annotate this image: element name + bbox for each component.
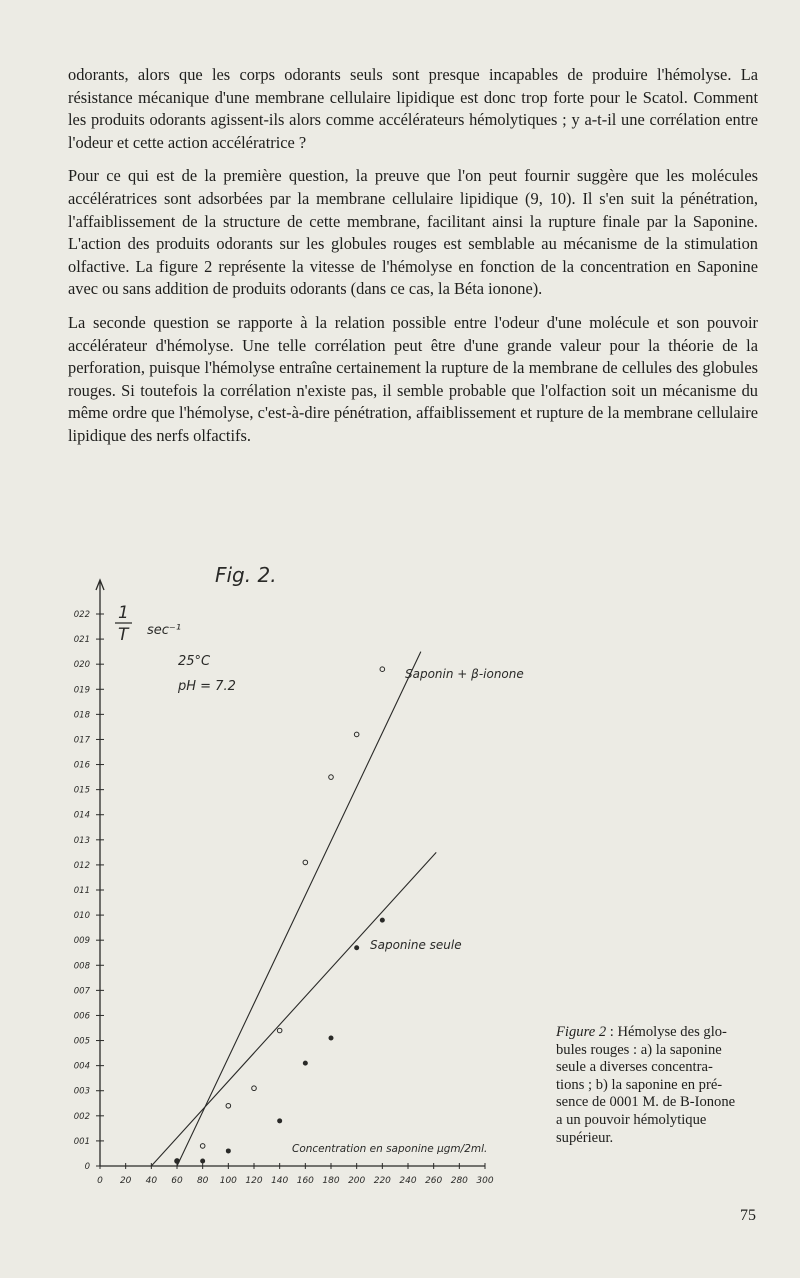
caption-line-4: tions ; b) la saponine en pré- — [556, 1076, 723, 1093]
y-tick-label: 005 — [73, 1036, 90, 1047]
data-points — [175, 667, 385, 1164]
y-tick-label: 0 — [84, 1162, 90, 1172]
data-point-series-2 — [175, 1158, 180, 1163]
caption-line-2: bules rouges : a) la saponine — [556, 1041, 722, 1058]
y-tick-label: 002 — [73, 1111, 90, 1122]
x-tick-label: 120 — [245, 1176, 263, 1186]
y-tick-label: 007 — [73, 986, 90, 997]
body-text — [68, 64, 758, 459]
y-tick-label: 001 — [73, 1136, 90, 1147]
series-label-saponin-ionone: Saponin + β-ionone — [405, 667, 524, 681]
x-tick-label: 280 — [450, 1176, 468, 1186]
data-point-series-1 — [329, 775, 334, 780]
y-tick-label: 018 — [73, 710, 90, 721]
x-tick-label: 160 — [296, 1176, 314, 1186]
x-tick-label: 100 — [219, 1176, 237, 1186]
caption-line-7: supérieur. — [556, 1129, 614, 1146]
data-point-series-1 — [200, 1144, 205, 1149]
x-tick-label: 80 — [196, 1176, 209, 1186]
data-point-series-2 — [303, 1061, 308, 1066]
paragraph-1: odorants, alors que les corps odorants seuls sont presque incapables de produire l'hémolyse. La résistance mécanique d'une membrane cellulaire lipidique est donc trop forte pour le Scatol. Comment les produits odorants agissent-ils alors comme accélérateurs hémolytiques ; y a-t-il une corrélation entre l'odeur et cette action accélératrice ? — [68, 65, 758, 152]
y-tick-label: 020 — [73, 660, 90, 671]
x-tick-label: 60 — [171, 1176, 183, 1186]
ph-label: pH = 7.2 — [178, 679, 236, 694]
caption-line-5: sence de 0001 M. de B-Ionone — [556, 1094, 736, 1111]
y-tick-label: 021 — [73, 635, 90, 646]
y-label-numerator: 1 — [118, 603, 129, 623]
data-point-series-1 — [226, 1103, 231, 1108]
paragraph-2: Pour ce qui est de la première question, la preuve que l'on peut fournir suggère que les molécules accélératrices sont adsorbées par la membrane cellulaire lipidique (9, 10). Il s'en suit la pénétration, l'affaiblissement de la structure de cette membrane, facilitant ainsi la rupture finale par la Saponine. L'action des produits odorants sur les globules rouges est semblable au mécanisme de la stimulation olfactive. La figure 2 représente la vitesse de l'hémolyse en fonction de la concentration en Saponine avec ou sans addition de produits odorants (dans ce cas, la Béta ionone). — [68, 166, 758, 299]
y-unit: sec⁻¹ — [147, 623, 181, 638]
y-label-denominator: T — [118, 625, 129, 645]
series-label-saponine-seule: Saponine seule — [370, 938, 462, 952]
fit-line-series-2 — [151, 852, 436, 1166]
caption-line-1: : Hémolyse des glo- — [609, 1024, 727, 1040]
y-tick-label: 011 — [73, 886, 90, 896]
data-point-series-1 — [354, 732, 359, 737]
y-tick-label: 006 — [73, 1011, 90, 1022]
caption-lead: Figure 2 — [556, 1024, 607, 1040]
x-tick-label: 200 — [348, 1176, 366, 1186]
data-point-series-1 — [380, 667, 385, 672]
y-tick-label: 009 — [73, 936, 90, 947]
figure-2 — [60, 560, 560, 1200]
data-point-series-2 — [277, 1118, 282, 1123]
temperature-label: 25°C — [178, 654, 211, 669]
x-tick-label: 20 — [119, 1176, 132, 1186]
data-point-series-1 — [303, 860, 308, 865]
y-tick-label: 016 — [73, 760, 90, 771]
hemolysis-chart — [60, 560, 560, 1200]
data-point-series-2 — [200, 1158, 205, 1163]
y-tick-label: 010 — [73, 911, 90, 922]
y-tick-label: 019 — [73, 685, 90, 696]
y-tick-label: 013 — [73, 835, 90, 846]
page-number: 75 — [740, 1207, 756, 1224]
data-point-series-2 — [226, 1148, 231, 1153]
data-point-series-2 — [329, 1036, 334, 1041]
y-tick-label: 017 — [73, 735, 90, 746]
x-tick-label: 40 — [145, 1176, 158, 1186]
x-tick-label: 260 — [425, 1176, 443, 1186]
y-tick-label: 003 — [73, 1086, 90, 1097]
x-tick-label: 240 — [399, 1176, 417, 1186]
data-point-series-1 — [252, 1086, 257, 1091]
y-tick-label: 022 — [73, 610, 90, 620]
y-tick-label: 015 — [73, 785, 90, 796]
y-tick-label: 004 — [73, 1061, 90, 1072]
x-axis-label: Concentration en saponine μgm/2ml. — [292, 1143, 488, 1155]
y-tick-label: 008 — [73, 961, 90, 972]
x-tick-label: 220 — [373, 1176, 391, 1186]
x-tick-label: 140 — [271, 1176, 289, 1186]
x-tick-label: 180 — [322, 1176, 340, 1186]
data-point-series-2 — [380, 918, 385, 923]
y-tick-label: 012 — [73, 860, 90, 871]
x-tick-label: 300 — [476, 1176, 494, 1186]
caption-line-6: a un pouvoir hémolytique — [556, 1111, 707, 1128]
fit-lines — [151, 652, 436, 1166]
y-tick-label: 014 — [73, 810, 90, 821]
data-point-series-1 — [277, 1028, 282, 1033]
paragraph-3: La seconde question se rapporte à la relation possible entre l'odeur d'une molécule et son pouvoir accélérateur d'hémolyse. Une telle corrélation peut être d'une grande valeur pour la théorie de la perforation, puisque l'hémolyse entraîne certainement la rupture de la membrane de cellules des globules rouges. Si toutefois la corrélation n'existe pas, il semble probable que l'olfaction soit un mécanisme du même ordre que l'hémolyse, c'est-à-dire pénétration, affaiblissement et rupture de la membrane cellulaire lipidique des nerfs olfactifs. — [68, 312, 758, 445]
x-tick-label: 0 — [97, 1176, 103, 1186]
figure-caption — [556, 1024, 762, 1147]
data-point-series-2 — [354, 945, 359, 950]
caption-line-3: seule a diverses concentra- — [556, 1059, 713, 1076]
figure-title: Fig. 2. — [215, 563, 277, 587]
